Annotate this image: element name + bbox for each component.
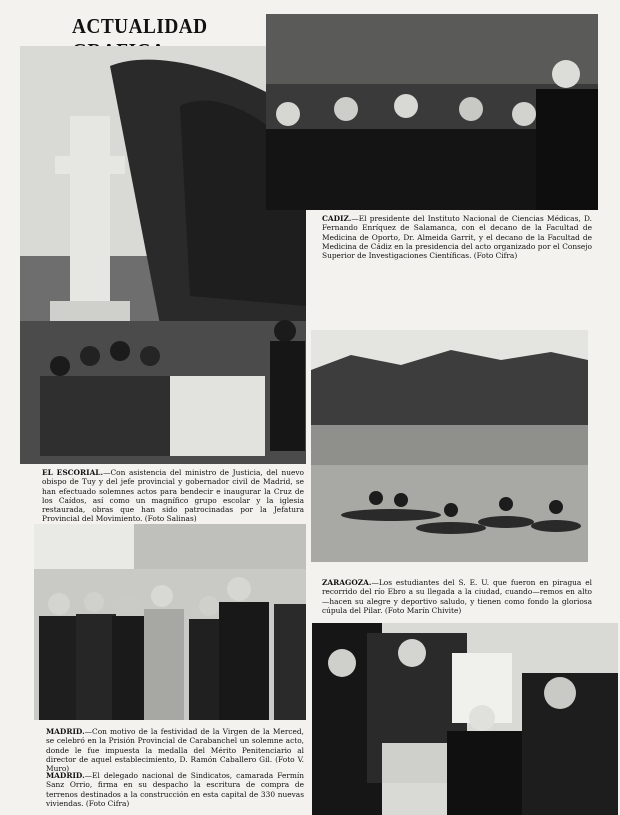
caption-cadiz [322,214,592,260]
caption-text: —El delegado nacional de Sindicatos, camarada Fermín Sanz Orrio, firma en su despacho la escritura de compra de terrenos destinados a la construcción en esta capital de 330 nuevas viviendas. [46,771,304,808]
caption-place: EL ESCORIAL. [42,468,104,477]
caption-text: —Con asistencia del ministro de Justicia, del nuevo obispo de Tuy y del jefe provincial y gobernador civil de Madrid, se han efectuado solemnes actos para bendecir e inaugurar la Cruz de los Caídos, así como un magnífico grupo escolar y la iglesia restaurada, obras que han sido patrocinadas por la Jefatura Provincial del Movimiento. [42,468,304,524]
caption-place: CADIZ. [322,214,352,223]
caption-madrid-2 [46,771,304,808]
photo-cadiz [266,14,598,210]
caption-credit: (Foto V. Muro) [46,754,305,774]
caption-credit: (Foto Marín Chivite) [384,605,462,615]
caption-madrid-1 [46,727,304,773]
caption-place: MADRID. [46,771,85,780]
photo-madrid-sindicatos [312,623,618,815]
page-title: ACTUALIDAD [72,14,208,38]
caption-text: —Con motivo de la festividad de la Virgen de la Merced, se celebró en la Prisión Provincial de Carabanchel un solemne acto, donde le fue impuesta la medalla del Mérito Penitenciario al director de aquel establecimiento, D. Ramón Caballero Gil. [46,727,304,764]
caption-text: —El presidente del Instituto Nacional de Ciencias Médicas, D. Fernando Enríquez de Salamanca, con el decano de la Facultad de Medicina de Oporto, Dr. Almeida Garrit, y el decano de la Facultad de Medicina de Cádiz en la presidencia del acto organizado por el Consejo Superior de Investigaciones Científicas. [322,214,592,261]
caption-credit: (Foto Cifra) [85,798,130,808]
caption-credit: (Foto Cifra) [473,251,518,261]
caption-zaragoza [322,578,592,615]
photo-madrid-merced [34,524,306,720]
caption-place: MADRID. [46,727,85,736]
caption-text: —Los estudiantes del S. E. U. que fueron en piragua el recorrido del río Ebro a su llegada a la ciudad, cuando—remos en alto—hacen su alegre y deportivo saludo, y tienen como fondo la gloriosa cúpula del Pilar. [322,578,592,615]
caption-credit: (Foto Salinas) [144,514,197,524]
photo-zaragoza [311,330,588,562]
photo-escorial [20,46,306,464]
caption-place: ZARAGOZA. [322,578,372,587]
caption-escorial [42,468,304,524]
